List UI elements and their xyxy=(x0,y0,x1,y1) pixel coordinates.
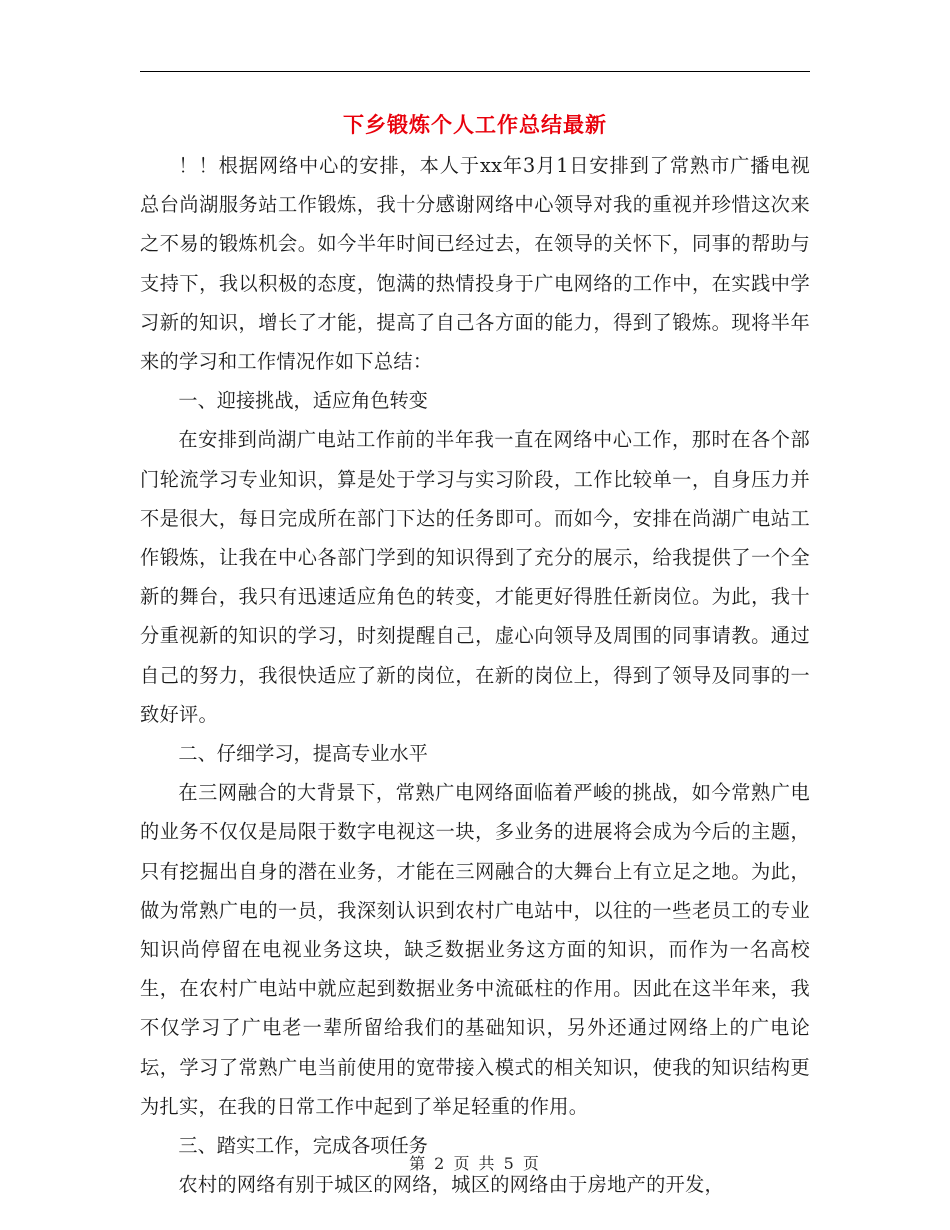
section-1-paragraph: 在安排到尚湖广电站工作前的半年我一直在网络中心工作，那时在各个部门轮流学习专业知识，算是处于学习与实习阶段，工作比较单一，自身压力并不是很大，每日完成所在部门下达的任务即可。而如今，安排在尚湖广电站工作锻炼，让我在中心各部门学到的知识得到了充分的展示，给我提供了一个全新的舞台，我只有迅速适应角色的转变，才能更好得胜任新岗位。为此，我十分重视新的知识的学习，时刻提醒自己，虚心向领导及周围的同事请教。通过自己的努力，我很快适应了新的岗位，在新的岗位上，得到了领导及同事的一致好评。 xyxy=(140,428,810,726)
header-rule xyxy=(140,71,810,72)
intro-paragraph: ！！根据网络中心的安排，本人于xx年3月1日安排到了常熟市广播电视总台尚湖服务站工作锻炼，我十分感谢网络中心领导对我的重视并珍惜这次来之不易的锻炼机会。如今半年时间已经过去，在领导的关怀下，同事的帮助与支持下，我以积极的态度，饱满的热情投身于广电网络的工作中，在实践中学习新的知识，增长了才能，提高了自己各方面的能力，得到了锻炼。现将半年来的学习和工作情况作如下总结： xyxy=(140,154,810,374)
section-2-paragraph: 在三网融合的大背景下，常熟广电网络面临着严峻的挑战，如今常熟广电的业务不仅仅是局限于数字电视这一块，多业务的进展将会成为今后的主题，只有挖掘出自身的潜在业务，才能在三网融合的大舞台上有立足之地。为此，做为常熟广电的一员，我深刻认识到农村广电站中，以往的一些老员工的专业知识尚停留在电视业务这块，缺乏数据业务这方面的知识，而作为一名高校生，在农村广电站中就应起到数据业务中流砥柱的作用。因此在这半年来，我不仅学习了广电老一辈所留给我们的基础知识，另外还通过网络上的广电论坛，学习了常熟广电当前使用的宽带接入模式的相关知识，使我的知识结构更为扎实，在我的日常工作中起到了举足轻重的作用。 xyxy=(140,781,810,1118)
page-number-footer: 第 2 页 共 5 页 xyxy=(409,1154,541,1173)
section-heading-1: 一、迎接挑战，适应角色转变 xyxy=(178,389,428,413)
document-title: 下乡锻炼个人工作总结最新 xyxy=(343,112,607,137)
section-heading-3: 三、踏实工作，完成各项任务 xyxy=(178,1134,428,1158)
section-heading-2: 二、仔细学习，提高专业水平 xyxy=(178,742,428,766)
section-3-paragraph: 农村的网络有别于城区的网络，城区的网络由于房地产的开发， xyxy=(178,1173,725,1197)
document-body xyxy=(140,146,810,1204)
